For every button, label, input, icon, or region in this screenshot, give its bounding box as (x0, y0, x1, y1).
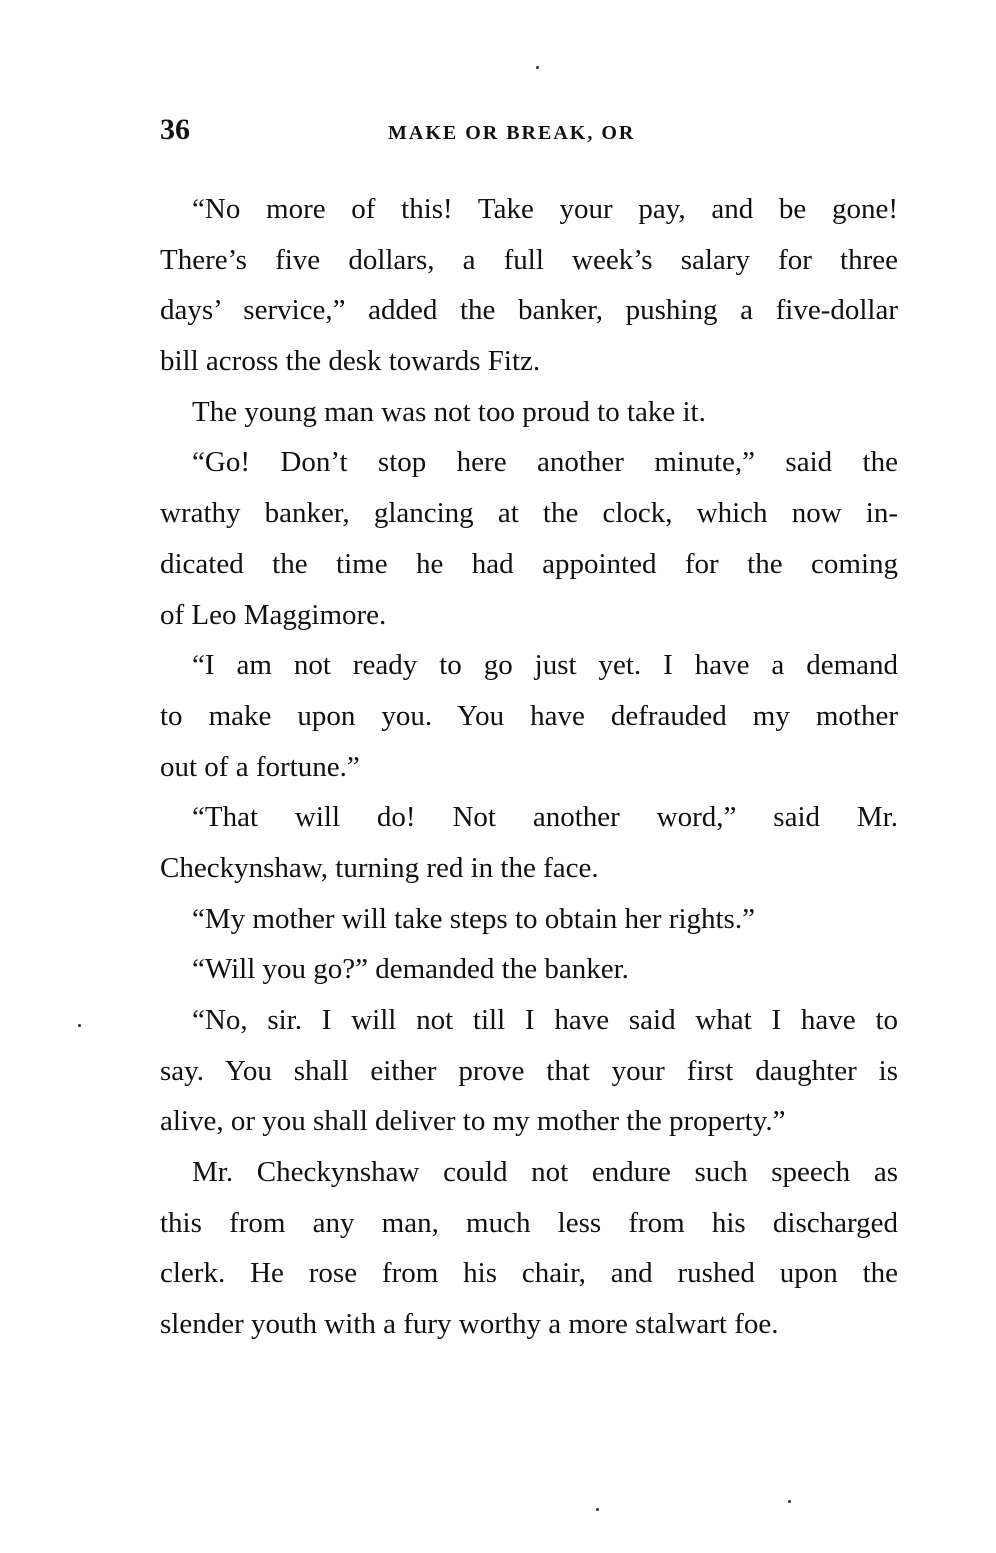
text-line: “No more of this! Take your pay, and be gone! (192, 193, 898, 225)
paper-speck (788, 1500, 791, 1503)
page-number: 36 (160, 113, 190, 146)
paper-speck (536, 66, 539, 69)
text-line: “I am not ready to go just yet. I have a demand (192, 649, 898, 682)
text-line: “Will you go?” demanded the banker. (192, 953, 629, 986)
text-line: “My mother will take steps to obtain her rights.” (192, 902, 755, 935)
text-line: to make upon you. You have defrauded my mother (160, 699, 898, 732)
text-line: There’s five dollars, a full week’s salary for three (160, 243, 898, 276)
text-line: Checkynshaw, turning red in the face. (160, 851, 599, 884)
text-line: slender youth with a fury worthy a more stalwart foe. (160, 1308, 779, 1341)
text-line: this from any man, much less from his discharged (160, 1206, 898, 1239)
text-line: Mr. Checkynshaw could not endure such speech as (192, 1156, 898, 1189)
text-line: “Go! Don’t stop here another minute,” said the (192, 446, 898, 479)
text-line: out of a fortune.” (160, 750, 360, 783)
text-line: “No, sir. I will not till I have said what I have to (192, 1004, 898, 1036)
text-line: dicated the time he had appointed for the coming (160, 547, 898, 580)
text-line: alive, or you shall deliver to my mother the property.” (160, 1105, 786, 1138)
text-line: clerk. He rose from his chair, and rushed upon the (160, 1257, 898, 1290)
text-line: “That will do! Not another word,” said Mr. (192, 801, 898, 834)
text-line: The young man was not too proud to take it. (192, 395, 706, 428)
text-line: say. You shall either prove that your first daughter is (160, 1054, 898, 1087)
text-line: of Leo Maggimore. (160, 598, 387, 631)
running-head: MAKE OR BREAK, OR (388, 122, 636, 144)
paper-speck (596, 1508, 599, 1511)
text-line: days’ service,” added the banker, pushing a five-dollar (160, 294, 898, 327)
paper-speck (78, 1024, 81, 1027)
body-text (160, 184, 898, 1350)
page-header (160, 112, 900, 152)
text-line: bill across the desk towards Fitz. (160, 345, 541, 378)
text-line: wrathy banker, glancing at the clock, which now in- (160, 497, 898, 530)
